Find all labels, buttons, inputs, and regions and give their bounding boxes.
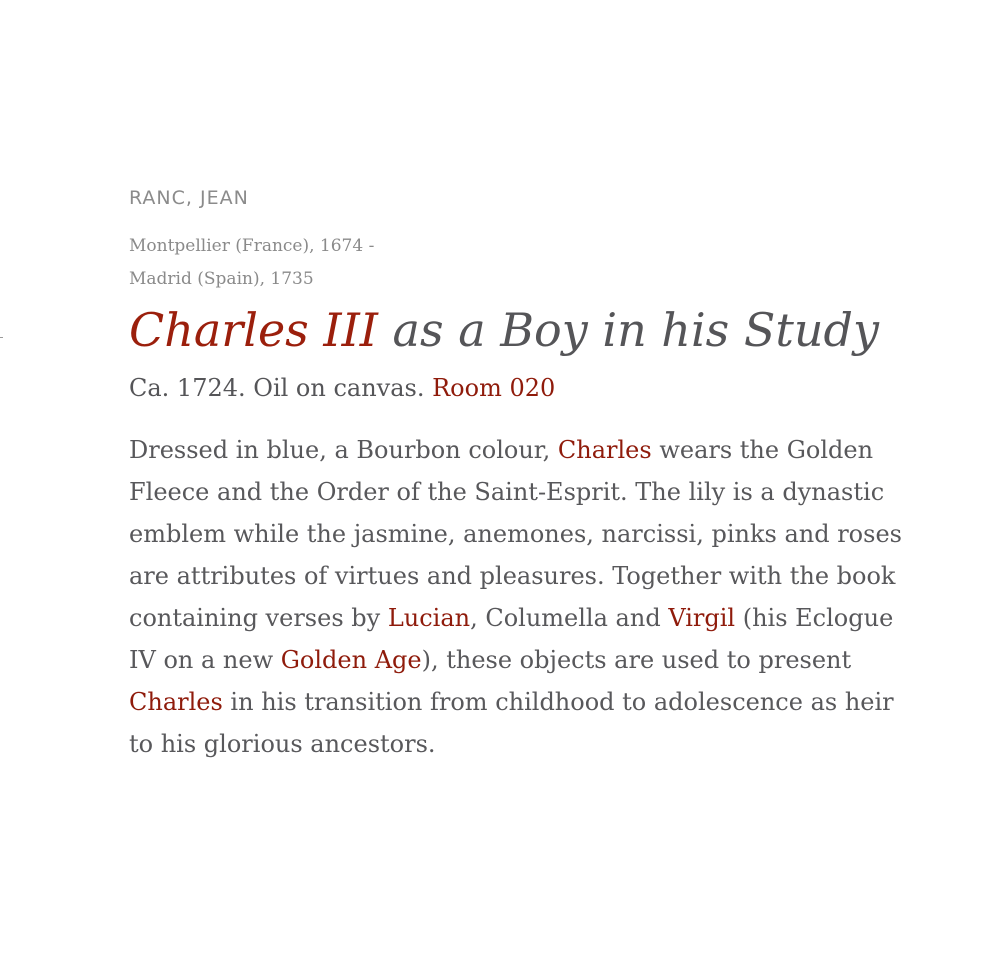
- description-line: Fleece and the Order of the Saint-Esprit. The lily is a dynastic: [129, 478, 885, 506]
- text: , Columella and: [470, 604, 669, 632]
- text: in his transition from childhood to adolescence as heir: [222, 688, 894, 716]
- birth-place: Montpellier (France), 1674 -: [129, 236, 375, 256]
- description-line: [129, 597, 894, 639]
- text: (his Eclogue: [735, 604, 894, 632]
- description-line: [129, 639, 889, 681]
- title-link-charles-iii[interactable]: Charles III: [129, 303, 378, 357]
- title-rest: as a Boy in his Study: [377, 303, 879, 357]
- artwork-title: [129, 302, 889, 358]
- artwork-card: [129, 186, 902, 765]
- text: wears the Golden: [651, 436, 874, 464]
- text: Dressed in blue, a Bourbon colour,: [129, 436, 558, 464]
- text: ), these objects are used to present: [421, 646, 852, 674]
- link-lucian[interactable]: Lucian: [387, 604, 471, 632]
- link-golden-age[interactable]: Golden Age: [280, 646, 422, 674]
- text: IV on a new: [129, 646, 281, 674]
- link-virgil[interactable]: Virgil: [668, 604, 736, 632]
- description-line: to his glorious ancestors.: [129, 730, 436, 758]
- death-place: Madrid (Spain), 1735: [129, 269, 314, 289]
- description-line: [129, 681, 894, 723]
- description-line: are attributes of virtues and pleasures. Together with the book: [129, 562, 896, 590]
- description-line: emblem while the jasmine, anemones, narcissi, pinks and roses: [129, 520, 902, 548]
- artwork-meta: [129, 372, 889, 404]
- edge-marker: [0, 337, 3, 338]
- date-medium: Ca. 1724. Oil on canvas.: [129, 374, 433, 402]
- artwork-description: [129, 429, 902, 765]
- author-name[interactable]: RANC, JEAN: [129, 187, 249, 209]
- link-charles[interactable]: Charles: [129, 688, 223, 716]
- text: containing verses by: [129, 604, 388, 632]
- description-line: [129, 429, 889, 471]
- link-charles[interactable]: Charles: [557, 436, 652, 464]
- room-link[interactable]: Room 020: [432, 374, 556, 402]
- author-lifespan: [129, 230, 889, 296]
